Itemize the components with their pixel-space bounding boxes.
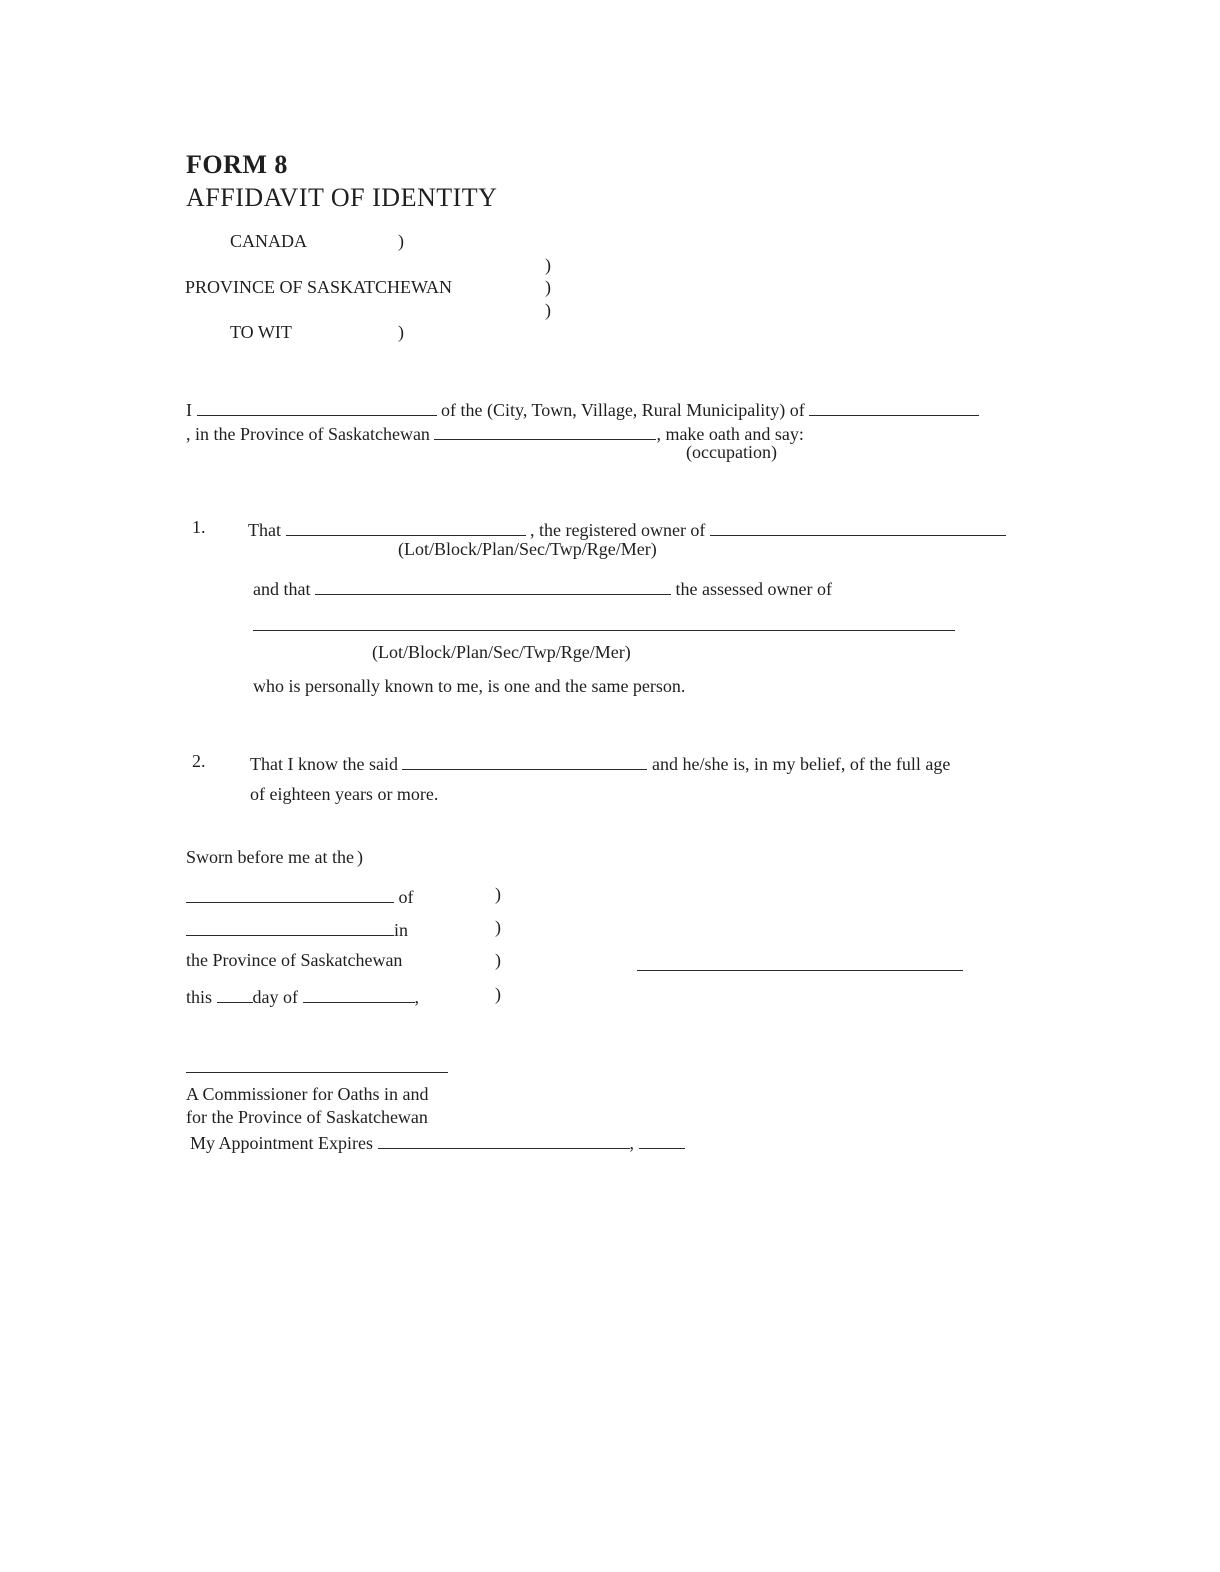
venue-province-label: PROVINCE OF SASKATCHEWAN xyxy=(185,277,453,297)
sworn-text: Sworn before me at the xyxy=(186,847,354,867)
appointment-expiry-year-blank[interactable] xyxy=(639,1130,685,1149)
of-label: of xyxy=(394,887,414,907)
assessed-owner-text: the assessed owner of xyxy=(670,579,832,599)
jurat-bracket-2: ) xyxy=(495,884,501,904)
clause-2-prefix: That I know the said xyxy=(250,754,403,774)
in-label: in xyxy=(394,920,409,940)
registered-owner-text: , the registered owner of xyxy=(525,520,710,540)
jurat-bracket-4: ) xyxy=(495,950,501,970)
lot-block-label-1: (Lot/Block/Plan/Sec/Twp/Rge/Mer) xyxy=(398,539,657,559)
same-person-text: who is personally known to me, is one and the same person. xyxy=(253,676,686,696)
clause-2-suffix: and he/she is, in my belief, of the full age xyxy=(647,754,951,774)
month-blank[interactable] xyxy=(303,984,415,1003)
clause-1-that-label: That xyxy=(248,520,286,540)
commissioner-line-2: for the Province of Saskatchewan xyxy=(186,1107,428,1127)
this-label: this xyxy=(186,987,217,1007)
form-title: AFFIDAVIT OF IDENTITY xyxy=(186,183,498,212)
clause-1-number: 1. xyxy=(192,517,206,537)
jurat-comma: , xyxy=(414,987,419,1007)
jurat-row-5 xyxy=(186,984,419,1008)
intro-line1-text: of the (City, Town, Village, Rural Municipality) of xyxy=(436,400,810,420)
province-bracket-bottom: ) xyxy=(545,300,551,320)
and-that-label: and that xyxy=(253,579,315,599)
jurat-row-2 xyxy=(186,884,414,908)
commissioner-signature-line[interactable] xyxy=(186,1054,448,1073)
registered-owner-name-blank[interactable] xyxy=(286,517,526,536)
clause-1-row-2 xyxy=(253,576,832,600)
registered-land-description-blank[interactable] xyxy=(710,517,1006,536)
assessed-land-description-line[interactable] xyxy=(253,612,955,631)
province-bracket-middle: ) xyxy=(545,277,551,297)
occupation-label: (occupation) xyxy=(686,442,777,462)
occupation-blank[interactable] xyxy=(434,421,656,440)
canada-bracket: ) xyxy=(398,231,404,251)
appointment-expires-label: My Appointment Expires xyxy=(190,1133,378,1153)
deponent-name-blank[interactable] xyxy=(197,397,437,416)
province-bracket-top: ) xyxy=(545,255,551,275)
clause-2-number: 2. xyxy=(192,751,206,771)
appointment-expiry-date-blank[interactable] xyxy=(378,1130,630,1149)
day-blank[interactable] xyxy=(217,984,253,1003)
assessed-owner-name-blank[interactable] xyxy=(315,576,671,595)
jurat-province-text: the Province of Saskatchewan xyxy=(186,950,403,970)
venue-canada-label: CANADA xyxy=(230,231,308,251)
deponent-signature-line[interactable] xyxy=(637,952,963,971)
jurat-bracket-5: ) xyxy=(495,984,501,1004)
jurat-bracket-3: ) xyxy=(495,917,501,937)
day-of-label: day of xyxy=(252,987,303,1007)
intro-pronoun: I xyxy=(186,400,197,420)
jurat-bracket-1: ) xyxy=(356,847,363,867)
intro-line-1 xyxy=(186,397,979,421)
sworn-place-blank[interactable] xyxy=(186,884,394,903)
intro-line2-prefix: , in the Province of Saskatchewan xyxy=(186,424,435,444)
clause-2-row-1 xyxy=(250,751,950,775)
jurat-row-1 xyxy=(186,847,363,868)
municipality-blank[interactable] xyxy=(809,397,979,416)
to-wit-bracket: ) xyxy=(398,322,404,342)
venue-to-wit-label: TO WIT xyxy=(230,322,292,342)
intro-line2-suffix: , make oath and say: xyxy=(656,424,804,444)
appointment-comma: , xyxy=(629,1133,639,1153)
clause-2-line-2: of eighteen years or more. xyxy=(250,784,439,804)
appointment-expiry-row xyxy=(190,1130,685,1154)
form-number-title: FORM 8 xyxy=(186,150,288,179)
lot-block-label-2: (Lot/Block/Plan/Sec/Twp/Rge/Mer) xyxy=(372,642,631,662)
commissioner-line-1: A Commissioner for Oaths in and xyxy=(186,1084,429,1104)
jurat-row-3 xyxy=(186,917,408,941)
clause-1-row-1 xyxy=(248,517,1006,541)
known-person-name-blank[interactable] xyxy=(402,751,647,770)
sworn-municipality-blank[interactable] xyxy=(186,917,394,936)
